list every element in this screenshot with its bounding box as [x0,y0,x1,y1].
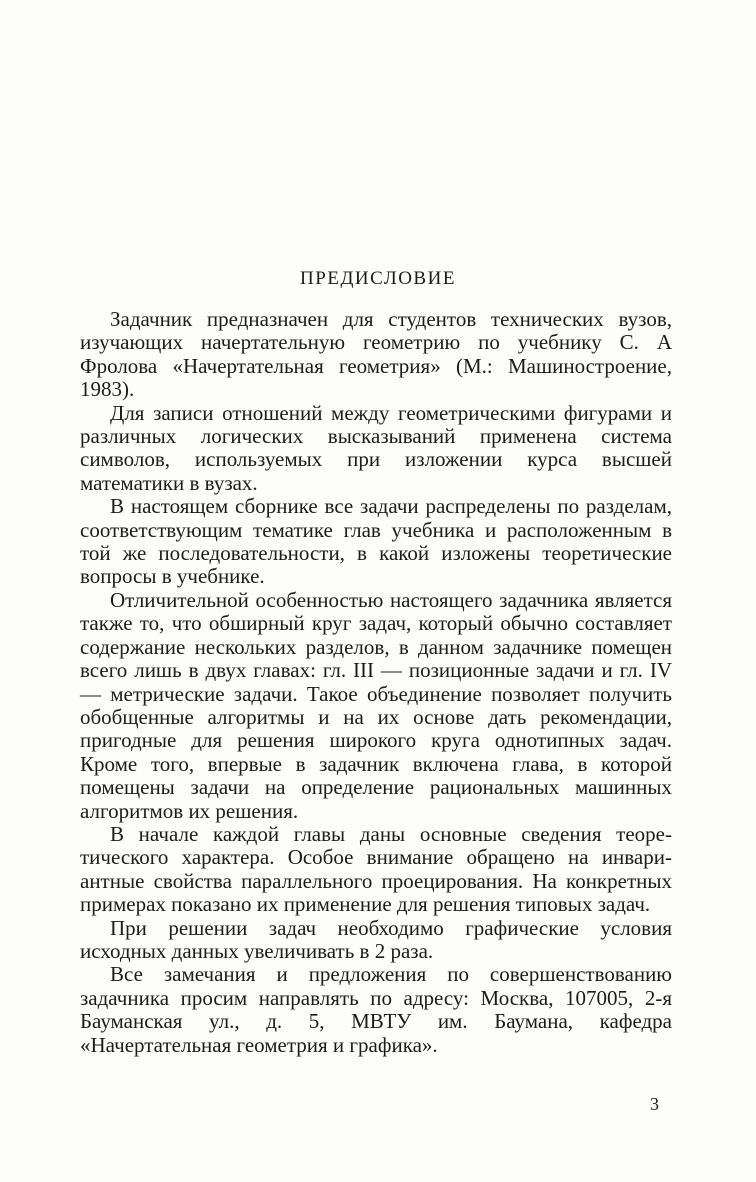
preface-body [80,308,672,1057]
page-title: ПРЕДИСЛОВИЕ [300,268,456,289]
paragraph-symbols: Для записи отношений между геометрическими фигурами и различных логических высказываний применена система символов, используемых при изложении курса высшей математики в вузах. [80,400,672,495]
page-number: 3 [650,1094,659,1114]
paragraph-chapter-info: В начале каждой главы даны основные сведения теоретического характера. Особое внимание обращено на инвариантные свойства параллельного проецирования. На конкретных примерах показано их применение для решения типовых задач. [80,821,672,917]
paragraph-structure: В настоящем сборнике все задачи распределены по разделам, соответствующим тематике глав учебника и расположенным в той же последовательности, в какой изложены теоретические вопросы в учебнике. [80,494,672,589]
paragraph-contact: Все замечания и предложения по совершенствованию задачника просим направлять по адресу: Москва, 107005, 2-я Бауманская ул., д. 5, МВТУ им. Баумана, кафедра «Начертательная геометрия и графика». [80,962,672,1057]
paragraph-scaling: При решении задач необходимо графические условия исходных данных увеличивать в 2 раза. [80,915,672,963]
paragraph-purpose: Задачник предназначен для студентов технических вузов, изучающих начертательную геометрию по учебнику С. А Фролова «Начертательная геометрия» (М.: Машиностроение, 1983). [80,307,672,402]
paragraph-features: Отличительной особенностью настоящего задачника является также то, что обширный круг задач, который обычно составляет содержание нескольких разделов, в данном задачнике помещен всего лишь в двух главах: гл. III — позиционные задачи и гл. IV — метрические задачи. Такое объединение позволяет получить обобщенные алгоритмы и на их основе дать рекомендации, пригодные для решения широкого круга однотипных задач. Кроме того, впервые в задачник включена глава, в которой помещены задачи на определение рациональных машинных алгоритмов их решения. [80,587,672,823]
